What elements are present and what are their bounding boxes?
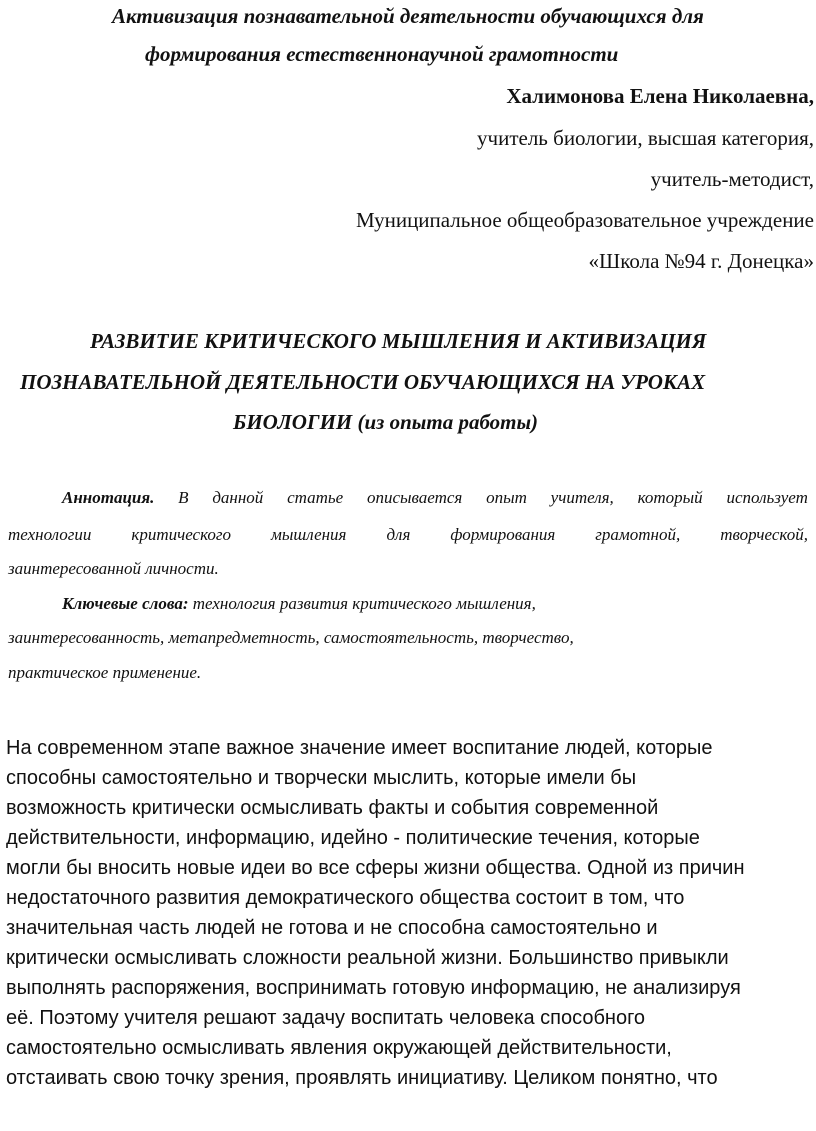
abstract-word: учителя, <box>550 488 614 507</box>
author-institution-line1: Муниципальное общеобразовательное учреждение <box>355 208 814 232</box>
header-title-line1: Активизация познавательной деятельности обучающихся для <box>112 4 704 28</box>
abstract-word: грамотной, <box>595 525 681 544</box>
abstract-line3: заинтересованной личности. <box>8 559 219 578</box>
abstract-line1 <box>62 488 808 508</box>
author-name: Халимонова Елена Николаевна, <box>506 84 814 108</box>
abstract-word: опыт <box>486 488 527 507</box>
abstract-word: описывается <box>366 488 463 507</box>
abstract-word: который <box>637 488 703 507</box>
abstract-line2 <box>8 525 808 545</box>
keywords-line3: практическое применение. <box>8 663 202 682</box>
keywords-text: технология развития критического мышления, <box>188 594 536 613</box>
body-line: На современном этапе важное значение имеет воспитание людей, которые <box>6 737 713 759</box>
abstract-word: для <box>386 525 411 544</box>
body-line: значительная часть людей не готова и не способна самостоятельно и <box>6 917 658 939</box>
abstract-word: данной <box>212 488 264 507</box>
body-line: выполнять распоряжения, воспринимать готовую информацию, не анализируя <box>6 977 741 999</box>
abstract-word: технологии <box>8 525 92 544</box>
author-title: учитель-методист, <box>650 167 814 191</box>
abstract-word: использует <box>726 488 808 507</box>
author-institution-line2: «Школа №94 г. Донецка» <box>588 249 814 273</box>
body-line: недостаточного развития демократического общества состоит в том, что <box>6 887 685 909</box>
abstract-word: мышления <box>271 525 347 544</box>
abstract-word: творческой, <box>720 525 808 544</box>
body-line: самостоятельно осмысливать явления окружающей действительности, <box>6 1037 672 1059</box>
body-line: действительности, информацию, идейно - политические течения, которые <box>6 827 700 849</box>
keywords-label: Ключевые слова: <box>62 594 189 613</box>
body-line: отстаивать свою точку зрения, проявлять инициативу. Целиком понятно, что <box>6 1067 718 1089</box>
body-line: её. Поэтому учителя решают задачу воспитать человека способного <box>6 1007 646 1029</box>
abstract-word: формирования <box>450 525 556 544</box>
abstract-word: статье <box>287 488 344 507</box>
keywords-line2: заинтересованность, метапредметность, самостоятельность, творчество, <box>8 628 574 647</box>
body-line: способны самостоятельно и творчески мыслить, которые имели бы <box>6 767 637 789</box>
author-position: учитель биологии, высшая категория, <box>477 126 814 150</box>
article-title-line1: РАЗВИТИЕ КРИТИЧЕСКОГО МЫШЛЕНИЯ И АКТИВИЗАЦИЯ <box>90 329 707 353</box>
article-title-line3: БИОЛОГИИ (из опыта работы) <box>233 410 539 434</box>
keywords-line1 <box>62 594 536 614</box>
body-line: критически осмысливать сложности реальной жизни. Большинство привыкли <box>6 947 729 969</box>
abstract-label: Аннотация. <box>62 488 155 507</box>
abstract-word: критического <box>131 525 232 544</box>
body-line: возможность критически осмысливать факты и события современной <box>6 797 659 819</box>
abstract-word: В <box>178 488 189 507</box>
article-title-line2: ПОЗНАВАТЕЛЬНОЙ ДЕЯТЕЛЬНОСТИ ОБУЧАЮЩИХСЯ НА УРОКАХ <box>20 370 706 394</box>
header-title-line2: формирования естественнонаучной грамотности <box>145 42 619 66</box>
body-line: могли бы вносить новые идеи во все сферы жизни общества. Одной из причин <box>6 857 745 879</box>
